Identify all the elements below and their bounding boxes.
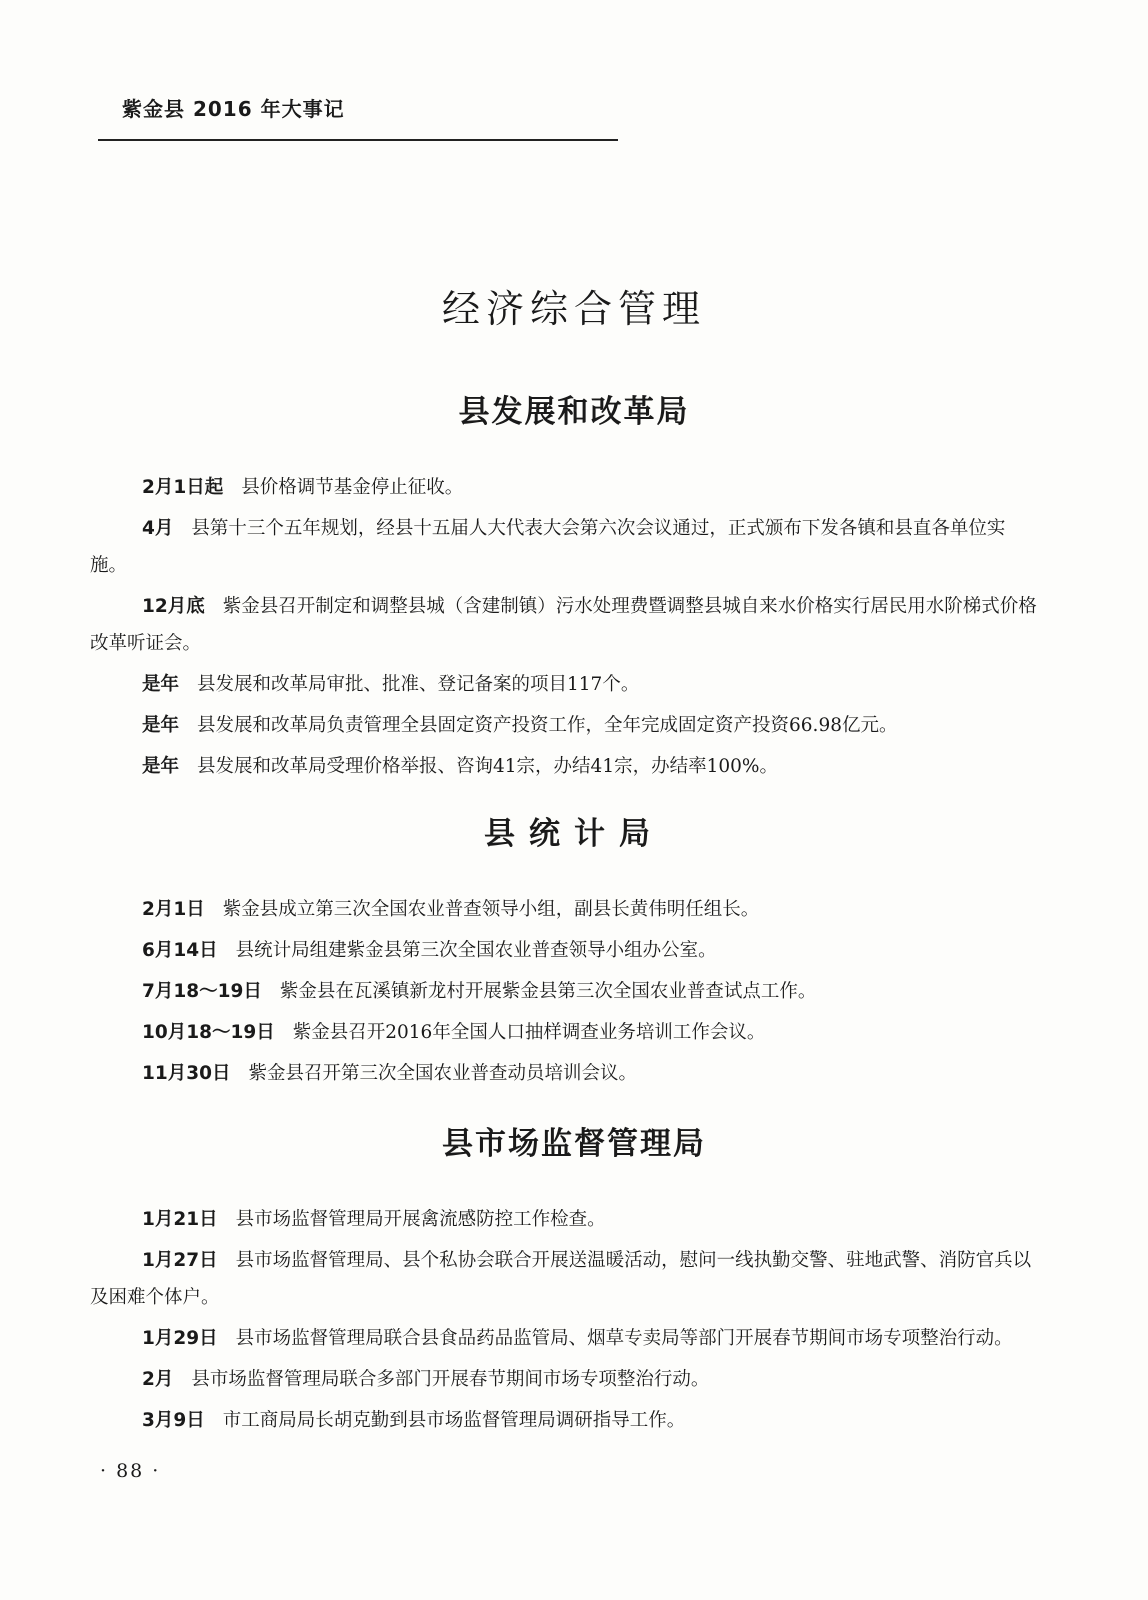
event-date: 12月底 <box>142 596 205 617</box>
event-text: 县市场监督管理局联合县食品药品监管局、烟草专卖局等部门开展春节期间市场专项整治行动。 <box>235 1328 1013 1349</box>
header-rule <box>98 139 618 141</box>
event-entry <box>0 1402 1148 1439</box>
event-entry <box>0 891 1148 928</box>
event-entry <box>0 1014 1148 1051</box>
event-entry <box>0 1055 1148 1092</box>
event-text: 紫金县成立第三次全国农业普查领导小组，副县长黄伟明任组长。 <box>222 899 760 920</box>
event-entry <box>0 666 1148 703</box>
event-text: 县发展和改革局负责管理全县固定资产投资工作，全年完成固定资产投资66.98亿元。 <box>197 715 898 736</box>
event-date: 10月18～19日 <box>142 1022 275 1043</box>
event-date: 是年 <box>142 756 180 777</box>
event-text: 紫金县召开第三次全国农业普查动员培训会议。 <box>248 1063 638 1084</box>
event-text: 县发展和改革局审批、批准、登记备案的项目117个。 <box>197 674 640 695</box>
event-text: 县第十三个五年规划，经县十五届人大代表大会第六次会议通过，正式颁布下发各镇和县直各单位实施。 <box>90 518 1006 576</box>
event-entry <box>0 1320 1148 1357</box>
event-date: 6月14日 <box>142 940 218 961</box>
section-development-reform <box>0 386 1148 789</box>
event-text: 县市场监督管理局联合多部门开展春节期间市场专项整治行动。 <box>191 1369 710 1390</box>
event-date: 2月1日起 <box>142 477 224 498</box>
section-title: 县发展和改革局 <box>458 394 690 430</box>
event-text: 县市场监督管理局、县个私协会联合开展送温暖活动，慰问一线执勤交警、驻地武警、消防官兵以及困难个体户。 <box>90 1250 1032 1308</box>
event-entry <box>0 973 1148 1010</box>
event-entry <box>0 1242 1148 1316</box>
part-title: 经济综合管理 <box>441 287 706 331</box>
event-date: 2月 <box>142 1369 174 1390</box>
event-entry <box>0 932 1148 969</box>
page-number: · 88 · <box>100 1460 161 1482</box>
event-text: 县市场监督管理局开展禽流感防控工作检查。 <box>235 1209 606 1230</box>
event-entry <box>0 707 1148 744</box>
event-text: 县发展和改革局受理价格举报、咨询41宗，办结41宗，办结率100%。 <box>197 756 778 777</box>
event-date: 11月30日 <box>142 1063 231 1084</box>
event-date: 1月21日 <box>142 1209 218 1230</box>
event-text: 紫金县召开2016年全国人口抽样调查业务培训工作会议。 <box>292 1022 766 1043</box>
event-entry <box>0 748 1148 785</box>
event-text: 紫金县召开制定和调整县城（含建制镇）污水处理费暨调整县城自来水价格实行居民用水阶梯式价格改革听证会。 <box>90 596 1037 654</box>
event-date: 是年 <box>142 674 180 695</box>
event-date: 4月 <box>142 518 174 539</box>
event-date: 是年 <box>142 715 180 736</box>
event-entry <box>0 469 1148 506</box>
event-text: 紫金县在瓦溪镇新龙村开展紫金县第三次全国农业普查试点工作。 <box>279 981 817 1002</box>
event-date: 1月29日 <box>142 1328 218 1349</box>
section-statistics <box>0 808 1148 1096</box>
event-date: 2月1日 <box>142 899 205 920</box>
event-text: 市工商局局长胡克勤到县市场监督管理局调研指导工作。 <box>222 1410 686 1431</box>
event-entry <box>0 588 1148 662</box>
section-title: 县统计局 <box>484 816 664 852</box>
event-text: 县价格调节基金停止征收。 <box>241 477 464 498</box>
event-entry <box>0 1361 1148 1398</box>
event-entry <box>0 1201 1148 1238</box>
running-head: 紫金县 2016 年大事记 <box>122 97 345 121</box>
event-date: 7月18～19日 <box>142 981 262 1002</box>
event-entry <box>0 510 1148 584</box>
event-text: 县统计局组建紫金县第三次全国农业普查领导小组办公室。 <box>235 940 717 961</box>
event-date: 3月9日 <box>142 1410 205 1431</box>
event-date: 1月27日 <box>142 1250 218 1271</box>
section-market-supervision <box>0 1118 1148 1443</box>
section-title: 县市场监督管理局 <box>442 1126 706 1162</box>
